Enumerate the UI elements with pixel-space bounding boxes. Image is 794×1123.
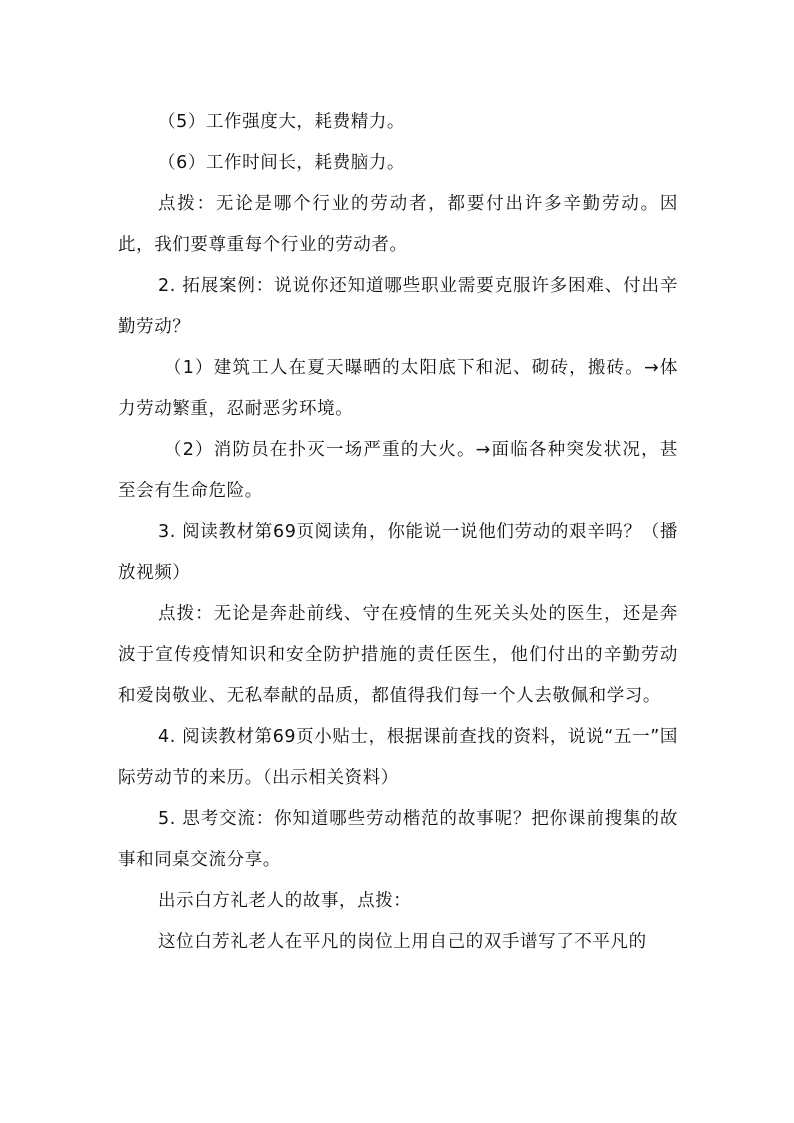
paragraph-story-intro: 出示白方礼老人的故事，点拨： <box>158 891 412 911</box>
paragraph-question-2: 2. 拓展案例：说说你还知道哪些职业需要克服许多困难、付出辛勤劳动？ <box>118 276 678 337</box>
paragraph-story-text: 这位白芳礼老人在平凡的岗位上用自己的双手谱写了不平凡的 <box>158 932 647 952</box>
paragraph-question-4: 4. 阅读教材第69页小贴士，根据课前查找的资料，说说“五一”国际劳动节的来历。（出示相关资料） <box>118 727 678 788</box>
paragraph-item-5: （5）工作强度大，耗费精力。 <box>158 112 406 132</box>
paragraph-item-6: （6）工作时间长，耗费脑力。 <box>158 153 406 173</box>
paragraph-question-3: 3. 阅读教材第69页阅读角，你能说一说他们劳动的艰辛吗？（播放视频） <box>118 522 678 583</box>
paragraph-case-1: （1）建筑工人在夏天曝晒的太阳底下和泥、砌砖，搬砖。→体力劳动繁重，忍耐恶劣环境。 <box>118 358 678 419</box>
paragraph-case-2: （2）消防员在扑灭一场严重的大火。→面临各种突发状况，甚至会有生命危险。 <box>118 440 678 501</box>
paragraph-tip-1: 点拨：无论是哪个行业的劳动者，都要付出许多辛勤劳动。因此，我们要尊重每个行业的劳动者。 <box>118 194 678 255</box>
document-body <box>118 102 678 963</box>
paragraph-tip-2: 点拨：无论是奔赴前线、守在疫情的生死关头处的医生，还是奔波于宣传疫情知识和安全防护措施的责任医生，他们付出的辛勤劳动和爱岗敬业、无私奉献的品质，都值得我们每一个人去敬佩和学习。 <box>118 604 678 706</box>
paragraph-question-5: 5. 思考交流：你知道哪些劳动楷范的故事呢？把你课前搜集的故事和同桌交流分享。 <box>118 809 678 870</box>
